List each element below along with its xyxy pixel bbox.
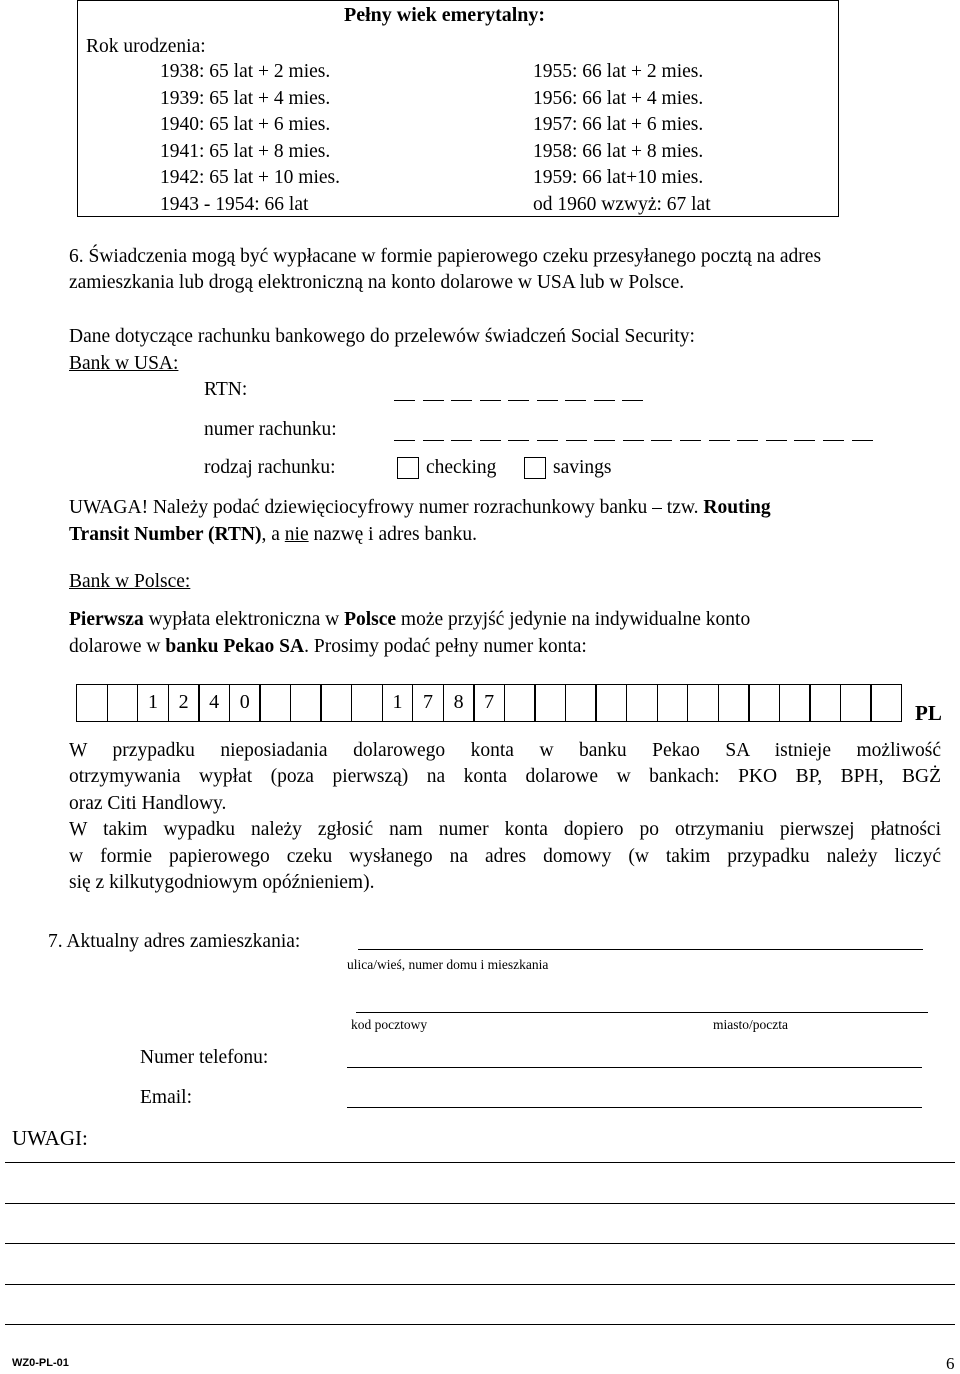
pl-text2: może przyjść jedynie na indywidualne konto [396,609,751,630]
rtn-digit-slot[interactable] [394,400,415,401]
account-digit-slot[interactable] [737,440,758,441]
account-digit-slot[interactable] [480,440,501,441]
rtn-digit-slot[interactable] [423,400,444,401]
retirement-right-item: od 1960 wzwyż: 67 lat [533,193,711,215]
account-digit-cell[interactable] [259,684,291,722]
retirement-left-item: 1940: 65 lat + 6 mies. [160,114,331,135]
account-digit-cell[interactable] [565,684,597,722]
account-digit-slot[interactable] [823,440,844,441]
account-digit-slot[interactable] [394,440,415,441]
para1-line3: oraz Citi Handlowy. [69,793,227,814]
rtn-digit-slot[interactable] [622,400,643,401]
retirement-right-item: 1955: 66 lat + 2 mies. [533,61,704,82]
account-digit-slot[interactable] [508,440,529,441]
address-label: 7. Aktualny adres zamieszkania: [48,931,301,952]
retirement-right-item: 1956: 66 lat + 4 mies. [533,87,704,109]
checking-checkbox[interactable] [397,457,419,479]
account-digit-cell[interactable]: 7 [412,684,444,722]
warning-rest: nazwę i adres banku. [308,524,478,545]
phone-field[interactable] [347,1067,922,1068]
account-digit-slot[interactable] [852,440,873,441]
account-digit-slot[interactable] [566,440,587,441]
para2-line1: W takim wypadku należy zgłosić nam numer konta dopiero po otrzymaniu pierwszej płatności [69,819,941,840]
warning-text: UWAGA! Należy podać dziewięciocyfrowy numer rozrachunkowy banku – tzw. [69,497,699,518]
retirement-box-title: Pełny wiek emerytalny: [344,4,546,26]
account-digit-slot[interactable] [766,440,787,441]
warning-rtn: Transit Number (RTN) [69,524,262,545]
account-digit-cell[interactable] [687,684,719,722]
birth-year-label: Rok urodzenia: [86,36,206,57]
account-digit-slot[interactable] [680,440,701,441]
warning-comma: , a [261,524,285,545]
footer-code: WZ0-PL-01 [12,1357,69,1369]
pl-text1: wypłata elektroniczna w [143,609,345,630]
account-digit-slot[interactable] [423,440,444,441]
account-digit-cell[interactable] [718,684,750,722]
retirement-left-item: 1942: 65 lat + 10 mies. [160,167,340,188]
postal-caption: kod pocztowy [351,1017,428,1032]
account-digit-cell[interactable]: 0 [229,684,261,722]
remarks-line-4[interactable] [5,1284,955,1285]
page-number: 6 [946,1354,955,1373]
para1-line1: W przypadku nieposiadania dolarowego konta w banku Pekao SA istnieje możliwość [69,740,941,761]
pl-text4: . Prosimy podać pełny numer konta: [304,636,587,657]
poland-line1 [69,609,750,631]
warning-nie: nie [284,524,309,545]
account-type-label: rodzaj rachunku: [204,457,336,478]
account-digit-cell[interactable] [595,684,627,722]
savings-label: savings [553,457,612,478]
remarks-label: UWAGI: [12,1126,88,1150]
rtn-digit-slot[interactable] [451,400,472,401]
remarks-line-3[interactable] [5,1243,955,1244]
rtn-digit-slot[interactable] [565,400,586,401]
warning-line1 [69,497,771,519]
account-digit-cell[interactable] [748,684,780,722]
account-digit-cell[interactable]: 8 [443,684,475,722]
email-field[interactable] [347,1107,922,1108]
street-address-field[interactable] [358,949,923,950]
phone-label: Numer telefonu: [140,1047,269,1068]
retirement-right-item: 1957: 66 lat + 6 mies. [533,114,704,135]
poland-bank-label: Bank w Polsce: [69,571,191,592]
account-digit-cell[interactable] [840,684,872,722]
account-digit-cell[interactable] [779,684,811,722]
account-digit-cell[interactable] [626,684,658,722]
city-caption: miasto/poczta [713,1017,788,1032]
warning-routing: Routing [703,497,771,518]
postal-city-field[interactable] [356,1012,928,1013]
account-digit-slot[interactable] [709,440,730,441]
section6-line2: zamieszkania lub drogą elektroniczną na konto dolarowe w USA lub w Polsce. [69,272,685,293]
rtn-label: RTN: [204,379,248,400]
pl-pekao: banku Pekao SA [165,636,305,657]
checking-label: checking [426,457,497,478]
account-digit-cell[interactable] [320,684,352,722]
country-code: PL [915,701,942,725]
rtn-digit-slot[interactable] [480,400,501,401]
account-digit-cell[interactable] [290,684,322,722]
account-digit-cell[interactable]: 4 [198,684,230,722]
account-digit-slot[interactable] [794,440,815,441]
para2-line3: się z kilkutygodniowym opóźnieniem). [69,872,375,893]
account-digit-cell[interactable] [809,684,841,722]
remarks-line-1[interactable] [5,1162,955,1163]
savings-checkbox[interactable] [524,457,546,479]
retirement-left-item: 1943 - 1954: 66 lat [160,193,309,215]
para1-line2: otrzymywania wypłat (poza pierwszą) na konta dolarowe w bankach: PKO BP, BPH, BGŻ [69,766,941,787]
email-label: Email: [140,1087,192,1108]
account-digit-cell[interactable]: 1 [382,684,414,722]
account-digit-cell[interactable]: 1 [137,684,169,722]
account-digit-cell[interactable]: 7 [473,684,505,722]
poland-line2 [69,636,587,658]
usa-bank-label: Bank w USA: [69,353,179,374]
warning-line2 [69,524,477,546]
pl-pierwsza: Pierwsza [69,609,144,630]
bank-data-intro: Dane dotyczące rachunku bankowego do przelewów świadczeń Social Security: [69,326,695,347]
account-digit-slot[interactable] [651,440,672,441]
account-digit-slot[interactable] [594,440,615,441]
retirement-left-item: 1938: 65 lat + 2 mies. [160,61,331,82]
retirement-left-item: 1941: 65 lat + 8 mies. [160,140,331,162]
pl-text3: dolarowe w [69,636,166,657]
account-digit-cell[interactable] [657,684,689,722]
rtn-digit-slot[interactable] [594,400,615,401]
account-digit-slot[interactable] [451,440,472,441]
street-caption: ulica/wieś, numer domu i mieszkania [347,957,549,972]
account-digit-slot[interactable] [537,440,558,441]
retirement-right-item: 1958: 66 lat + 8 mies. [533,140,704,162]
footer-divider [5,1324,955,1325]
account-digit-slot[interactable] [623,440,644,441]
account-digit-cell[interactable] [351,684,383,722]
account-digit-cell[interactable]: 2 [168,684,200,722]
pl-polsce: Polsce [344,609,397,630]
remarks-line-2[interactable] [5,1203,955,1204]
section6-line1: 6. Świadczenia mogą być wypłacane w formie papierowego czeku przesyłanego pocztą na adres [69,246,822,267]
account-digit-cell[interactable] [870,684,902,722]
retirement-left-item: 1939: 65 lat + 4 mies. [160,87,331,109]
account-digit-cell[interactable] [504,684,536,722]
account-digit-cell[interactable] [107,684,139,722]
rtn-digit-slot[interactable] [537,400,558,401]
retirement-right-item: 1959: 66 lat+10 mies. [533,167,704,188]
account-number-label: numer rachunku: [204,419,337,440]
rtn-digit-slot[interactable] [508,400,529,401]
account-digit-cell[interactable] [534,684,566,722]
account-digit-cell[interactable] [76,684,108,722]
para2-line2: w formie papierowego czeku wysłanego na adres domowy (w takim przypadku należy liczyć [69,846,941,867]
